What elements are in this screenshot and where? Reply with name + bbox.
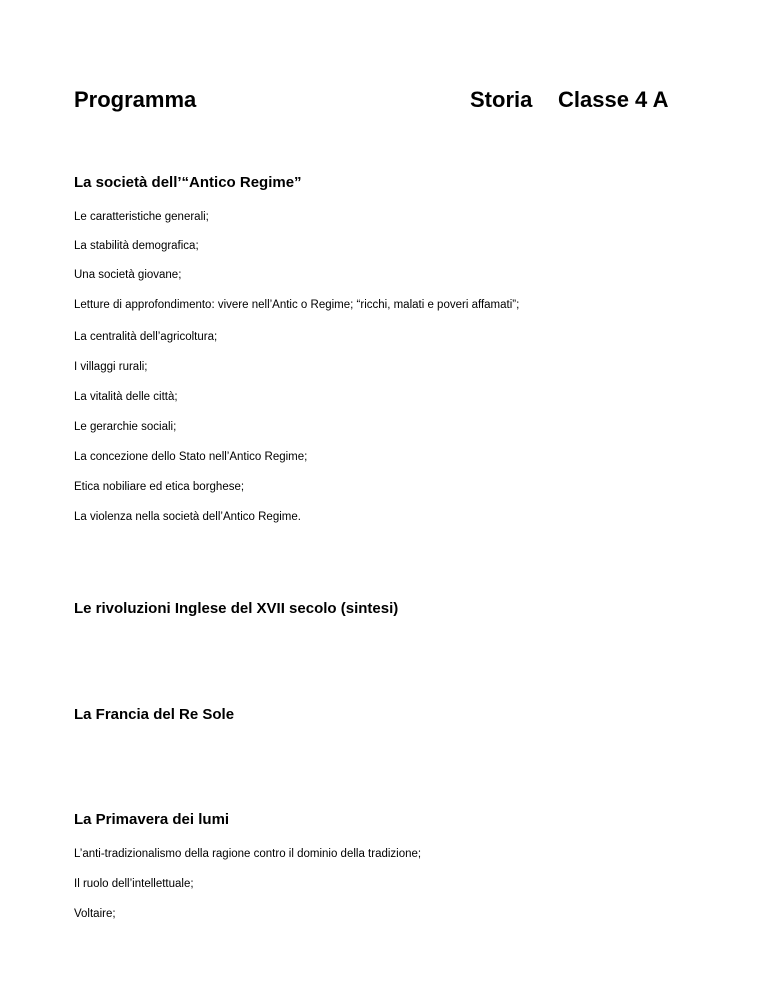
list-item: Il ruolo dell’intellettuale;: [74, 878, 194, 890]
section-title-rivoluzioni-inglesi: Le rivoluzioni Inglese del XVII secolo (sintesi): [74, 600, 399, 617]
class-label: Classe 4 A: [558, 87, 669, 112]
list-item: La concezione dello Stato nell’Antico Regime;: [74, 451, 308, 463]
list-item: La vitalità delle città;: [74, 391, 178, 403]
list-item: I villaggi rurali;: [74, 361, 148, 373]
document-header: [74, 85, 694, 115]
page-title: Programma: [74, 87, 197, 112]
list-item: Le caratteristiche generali;: [74, 211, 209, 223]
section-title-francia-re-sole: La Francia del Re Sole: [74, 706, 235, 723]
list-item: Le gerarchie sociali;: [74, 421, 177, 433]
list-item: Letture di approfondimento: vivere nell’Antic o Regime; “ricchi, malati e poveri affamati”;: [74, 299, 520, 311]
list-item: Una società giovane;: [74, 269, 182, 281]
section-title-antico-regime: La società dell’“Antico Regime”: [74, 174, 302, 191]
section-title-primavera-lumi: La Primavera dei lumi: [74, 811, 230, 828]
list-item: La stabilità demografica;: [74, 240, 199, 252]
list-item: L’anti-tradizionalismo della ragione contro il dominio della tradizione;: [74, 848, 422, 860]
subject-label: Storia: [470, 87, 533, 112]
list-item: Etica nobiliare ed etica borghese;: [74, 481, 245, 493]
list-item: La centralità dell’agricoltura;: [74, 331, 218, 343]
list-item: Voltaire;: [74, 908, 116, 920]
list-item: La violenza nella società dell’Antico Regime.: [74, 511, 301, 523]
